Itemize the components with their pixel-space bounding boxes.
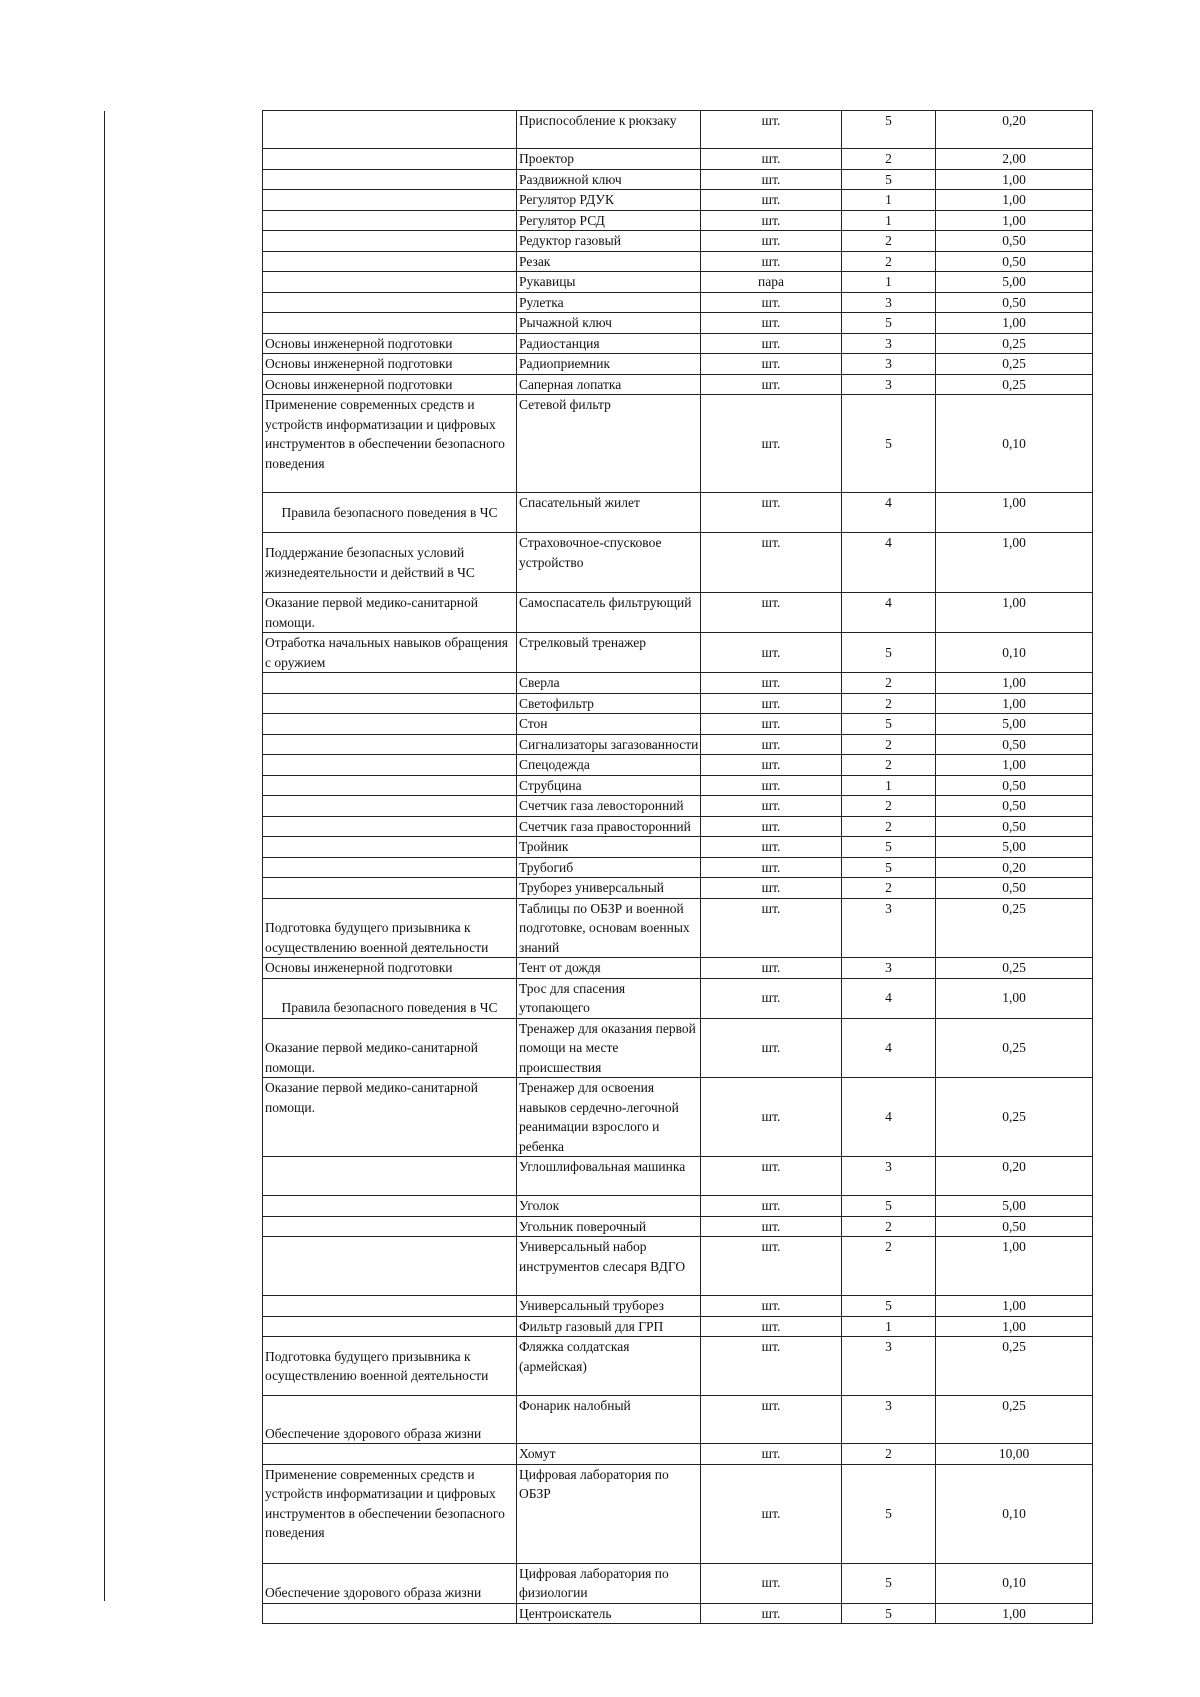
- section-cell: Подготовка будущего призывника к осуществлению военной деятельности: [263, 898, 517, 958]
- unit-cell: шт.: [701, 1216, 842, 1237]
- norm-cell: 0,25: [936, 374, 1093, 395]
- qty-cell: 3: [842, 1157, 936, 1196]
- qty-cell: 3: [842, 354, 936, 375]
- norm-cell: 0,10: [936, 633, 1093, 673]
- qty-cell: 4: [842, 978, 936, 1018]
- qty-cell: 4: [842, 533, 936, 593]
- unit-cell: шт.: [701, 1603, 842, 1624]
- norm-cell: 0,50: [936, 878, 1093, 899]
- item-cell: Спецодежда: [517, 755, 701, 776]
- norm-cell: 1,00: [936, 755, 1093, 776]
- table-row: [263, 755, 1093, 776]
- section-cell: [263, 878, 517, 899]
- qty-cell: 2: [842, 878, 936, 899]
- section-cell: Основы инженерной подготовки: [263, 374, 517, 395]
- norm-cell: 0,50: [936, 292, 1093, 313]
- unit-cell: шт.: [701, 533, 842, 593]
- item-cell: Регулятор РДУК: [517, 190, 701, 211]
- unit-cell: шт.: [701, 775, 842, 796]
- table-row: [263, 816, 1093, 837]
- item-cell: Саперная лопатка: [517, 374, 701, 395]
- section-cell: Оказание первой медико-санитарной помощи.: [263, 1078, 517, 1157]
- section-cell: [263, 149, 517, 170]
- table-row: [263, 1603, 1093, 1624]
- table-row: [263, 251, 1093, 272]
- unit-cell: шт.: [701, 958, 842, 979]
- norm-cell: 0,50: [936, 775, 1093, 796]
- unit-cell: шт.: [701, 333, 842, 354]
- norm-cell: 1,00: [936, 210, 1093, 231]
- item-cell: Угольник поверочный: [517, 1216, 701, 1237]
- item-cell: Фляжка солдатская (армейская): [517, 1337, 701, 1396]
- norm-cell: 0,50: [936, 734, 1093, 755]
- section-cell: Обеспечение здорового образа жизни: [263, 1396, 517, 1444]
- unit-cell: пара: [701, 272, 842, 293]
- section-cell: Правила безопасного поведения в ЧС: [263, 978, 517, 1018]
- section-cell: [263, 673, 517, 694]
- norm-cell: 1,00: [936, 190, 1093, 211]
- qty-cell: 2: [842, 673, 936, 694]
- section-cell: Основы инженерной подготовки: [263, 354, 517, 375]
- unit-cell: шт.: [701, 111, 842, 149]
- norm-cell: 1,00: [936, 1603, 1093, 1624]
- item-cell: Раздвижной ключ: [517, 169, 701, 190]
- norm-cell: 5,00: [936, 1196, 1093, 1217]
- norm-cell: 0,25: [936, 333, 1093, 354]
- unit-cell: шт.: [701, 493, 842, 533]
- section-cell: [263, 169, 517, 190]
- section-cell: [263, 313, 517, 334]
- item-cell: Приспособление к рюкзаку: [517, 111, 701, 149]
- section-cell: [263, 292, 517, 313]
- section-cell: Отработка начальных навыков обращения с оружием: [263, 633, 517, 673]
- unit-cell: шт.: [701, 1296, 842, 1317]
- norm-cell: 5,00: [936, 272, 1093, 293]
- qty-cell: 4: [842, 593, 936, 633]
- table-row: [263, 1216, 1093, 1237]
- table-row: [263, 1078, 1093, 1157]
- qty-cell: 5: [842, 1196, 936, 1217]
- item-cell: Редуктор газовый: [517, 231, 701, 252]
- item-cell: Углошлифовальная машинка: [517, 1157, 701, 1196]
- section-cell: [263, 231, 517, 252]
- norm-cell: 0,50: [936, 251, 1093, 272]
- unit-cell: шт.: [701, 231, 842, 252]
- unit-cell: шт.: [701, 857, 842, 878]
- table-row: [263, 354, 1093, 375]
- item-cell: Сигнализаторы загазованности: [517, 734, 701, 755]
- table-row: [263, 796, 1093, 817]
- table-row: [263, 1237, 1093, 1296]
- qty-cell: 1: [842, 775, 936, 796]
- section-cell: [263, 1296, 517, 1317]
- qty-cell: 1: [842, 190, 936, 211]
- item-cell: Рычажной ключ: [517, 313, 701, 334]
- qty-cell: 3: [842, 292, 936, 313]
- table-row: [263, 395, 1093, 493]
- unit-cell: шт.: [701, 693, 842, 714]
- item-cell: Сетевой фильтр: [517, 395, 701, 493]
- section-cell: [263, 272, 517, 293]
- item-cell: Радиостанция: [517, 333, 701, 354]
- norm-cell: 1,00: [936, 593, 1093, 633]
- equipment-table-body: [263, 111, 1093, 1624]
- section-cell: [263, 755, 517, 776]
- qty-cell: 3: [842, 1337, 936, 1396]
- table-row: [263, 190, 1093, 211]
- qty-cell: 3: [842, 333, 936, 354]
- item-cell: Рулетка: [517, 292, 701, 313]
- section-cell: Оказание первой медико-санитарной помощи.: [263, 593, 517, 633]
- section-cell: [263, 734, 517, 755]
- section-cell: [263, 1603, 517, 1624]
- section-cell: [263, 1316, 517, 1337]
- item-cell: Универсальный набор инструментов слесаря ВДГО: [517, 1237, 701, 1296]
- qty-cell: 5: [842, 169, 936, 190]
- norm-cell: 0,50: [936, 816, 1093, 837]
- table-row: [263, 1337, 1093, 1396]
- section-cell: [263, 210, 517, 231]
- qty-cell: 1: [842, 272, 936, 293]
- item-cell: Центроискатель: [517, 1603, 701, 1624]
- equipment-table: [262, 110, 1093, 1624]
- item-cell: Тренажер для освоения навыков сердечно-легочной реанимации взрослого и ребенка: [517, 1078, 701, 1157]
- qty-cell: 4: [842, 1078, 936, 1157]
- table-row: [263, 1157, 1093, 1196]
- section-cell: [263, 837, 517, 858]
- norm-cell: 0,25: [936, 354, 1093, 375]
- norm-cell: 0,20: [936, 111, 1093, 149]
- section-cell: [263, 1216, 517, 1237]
- norm-cell: 1,00: [936, 1237, 1093, 1296]
- section-cell: [263, 1237, 517, 1296]
- qty-cell: 2: [842, 149, 936, 170]
- norm-cell: 5,00: [936, 714, 1093, 735]
- section-cell: [263, 816, 517, 837]
- qty-cell: 5: [842, 714, 936, 735]
- qty-cell: 5: [842, 1296, 936, 1317]
- qty-cell: 3: [842, 898, 936, 958]
- section-cell: Поддержание безопасных условий жизнедеятельности и действий в ЧС: [263, 533, 517, 593]
- qty-cell: 3: [842, 374, 936, 395]
- qty-cell: 3: [842, 1396, 936, 1444]
- unit-cell: шт.: [701, 633, 842, 673]
- norm-cell: 1,00: [936, 978, 1093, 1018]
- table-row: [263, 857, 1093, 878]
- qty-cell: 5: [842, 395, 936, 493]
- unit-cell: шт.: [701, 978, 842, 1018]
- item-cell: Цифровая лаборатория по физиологии: [517, 1563, 701, 1603]
- unit-cell: шт.: [701, 292, 842, 313]
- table-row: [263, 374, 1093, 395]
- norm-cell: 0,25: [936, 1396, 1093, 1444]
- item-cell: Тренажер для оказания первой помощи на месте происшествия: [517, 1018, 701, 1078]
- qty-cell: 2: [842, 1444, 936, 1465]
- qty-cell: 4: [842, 1018, 936, 1078]
- table-row: [263, 169, 1093, 190]
- norm-cell: 0,50: [936, 231, 1093, 252]
- unit-cell: шт.: [701, 898, 842, 958]
- qty-cell: 5: [842, 1603, 936, 1624]
- unit-cell: шт.: [701, 1196, 842, 1217]
- norm-cell: 0,10: [936, 395, 1093, 493]
- norm-cell: 0,25: [936, 958, 1093, 979]
- norm-cell: 1,00: [936, 493, 1093, 533]
- unit-cell: шт.: [701, 1444, 842, 1465]
- item-cell: Регулятор РСД: [517, 210, 701, 231]
- norm-cell: 0,10: [936, 1464, 1093, 1563]
- unit-cell: шт.: [701, 816, 842, 837]
- section-cell: [263, 1157, 517, 1196]
- item-cell: Уголок: [517, 1196, 701, 1217]
- unit-cell: шт.: [701, 755, 842, 776]
- unit-cell: шт.: [701, 878, 842, 899]
- item-cell: Фонарик налобный: [517, 1396, 701, 1444]
- norm-cell: 0,25: [936, 1337, 1093, 1396]
- item-cell: Цифровая лаборатория по ОБЗР: [517, 1464, 701, 1563]
- unit-cell: шт.: [701, 673, 842, 694]
- norm-cell: 1,00: [936, 693, 1093, 714]
- qty-cell: 4: [842, 493, 936, 533]
- item-cell: Рукавицы: [517, 272, 701, 293]
- unit-cell: шт.: [701, 1237, 842, 1296]
- unit-cell: шт.: [701, 374, 842, 395]
- unit-cell: шт.: [701, 251, 842, 272]
- item-cell: Труборез универсальный: [517, 878, 701, 899]
- table-row: [263, 714, 1093, 735]
- item-cell: Проектор: [517, 149, 701, 170]
- table-row: [263, 210, 1093, 231]
- norm-cell: 0,25: [936, 1078, 1093, 1157]
- unit-cell: шт.: [701, 210, 842, 231]
- section-cell: [263, 693, 517, 714]
- table-row: [263, 493, 1093, 533]
- section-cell: Подготовка будущего призывника к осуществлению военной деятельности: [263, 1337, 517, 1396]
- table-row: [263, 1018, 1093, 1078]
- norm-cell: 0,50: [936, 796, 1093, 817]
- table-row: [263, 111, 1093, 149]
- table-row: [263, 978, 1093, 1018]
- norm-cell: 1,00: [936, 673, 1093, 694]
- table-row: [263, 1444, 1093, 1465]
- section-cell: [263, 714, 517, 735]
- qty-cell: 5: [842, 1464, 936, 1563]
- unit-cell: шт.: [701, 837, 842, 858]
- item-cell: Счетчик газа правосторонний: [517, 816, 701, 837]
- section-cell: [263, 775, 517, 796]
- table-row: [263, 693, 1093, 714]
- qty-cell: 5: [842, 313, 936, 334]
- item-cell: Тент от дождя: [517, 958, 701, 979]
- unit-cell: шт.: [701, 1018, 842, 1078]
- qty-cell: 2: [842, 693, 936, 714]
- section-cell: Оказание первой медико-санитарной помощи.: [263, 1018, 517, 1078]
- qty-cell: 5: [842, 857, 936, 878]
- item-cell: Резак: [517, 251, 701, 272]
- table-row: [263, 1316, 1093, 1337]
- table-row: [263, 837, 1093, 858]
- norm-cell: 10,00: [936, 1444, 1093, 1465]
- item-cell: Таблицы по ОБЗР и военной подготовке, основам военных знаний: [517, 898, 701, 958]
- item-cell: Хомут: [517, 1444, 701, 1465]
- section-cell: Обеспечение здорового образа жизни: [263, 1563, 517, 1603]
- unit-cell: шт.: [701, 593, 842, 633]
- table-row: [263, 633, 1093, 673]
- item-cell: Трос для спасения утопающего: [517, 978, 701, 1018]
- norm-cell: 0,20: [936, 1157, 1093, 1196]
- table-row: [263, 593, 1093, 633]
- norm-cell: 1,00: [936, 1296, 1093, 1317]
- unit-cell: шт.: [701, 354, 842, 375]
- norm-cell: 0,50: [936, 1216, 1093, 1237]
- table-row: [263, 333, 1093, 354]
- norm-cell: 5,00: [936, 837, 1093, 858]
- table-row: [263, 734, 1093, 755]
- item-cell: Счетчик газа левосторонний: [517, 796, 701, 817]
- section-cell: [263, 190, 517, 211]
- unit-cell: шт.: [701, 1078, 842, 1157]
- table-row: [263, 1296, 1093, 1317]
- item-cell: Тройник: [517, 837, 701, 858]
- qty-cell: 5: [842, 1563, 936, 1603]
- qty-cell: 2: [842, 816, 936, 837]
- qty-cell: 2: [842, 1216, 936, 1237]
- qty-cell: 3: [842, 958, 936, 979]
- norm-cell: 1,00: [936, 313, 1093, 334]
- unit-cell: шт.: [701, 714, 842, 735]
- table-row: [263, 292, 1093, 313]
- qty-cell: 1: [842, 1316, 936, 1337]
- section-cell: [263, 796, 517, 817]
- qty-cell: 1: [842, 210, 936, 231]
- item-cell: Радиоприемник: [517, 354, 701, 375]
- item-cell: Самоспасатель фильтрующий: [517, 593, 701, 633]
- unit-cell: шт.: [701, 1157, 842, 1196]
- unit-cell: шт.: [701, 313, 842, 334]
- section-cell: Основы инженерной подготовки: [263, 333, 517, 354]
- section-cell: Применение современных средств и устройств информатизации и цифровых инструментов в обеспечении безопасного поведения: [263, 395, 517, 493]
- section-cell: Применение современных средств и устройств информатизации и цифровых инструментов в обеспечении безопасного поведения: [263, 1464, 517, 1563]
- table-row: [263, 775, 1093, 796]
- table-row: [263, 272, 1093, 293]
- item-cell: Светофильтр: [517, 693, 701, 714]
- item-cell: Спасательный жилет: [517, 493, 701, 533]
- unit-cell: шт.: [701, 190, 842, 211]
- item-cell: Стрелковый тренажер: [517, 633, 701, 673]
- table-row: [263, 1563, 1093, 1603]
- item-cell: Страховочное-спусковое устройство: [517, 533, 701, 593]
- unit-cell: шт.: [701, 734, 842, 755]
- section-cell: Правила безопасного поведения в ЧС: [263, 493, 517, 533]
- norm-cell: 0,25: [936, 1018, 1093, 1078]
- norm-cell: 2,00: [936, 149, 1093, 170]
- table-row: [263, 673, 1093, 694]
- qty-cell: 2: [842, 755, 936, 776]
- section-cell: [263, 857, 517, 878]
- table-row: [263, 958, 1093, 979]
- section-cell: Основы инженерной подготовки: [263, 958, 517, 979]
- qty-cell: 5: [842, 111, 936, 149]
- qty-cell: 2: [842, 1237, 936, 1296]
- margin-line: [104, 111, 105, 1601]
- norm-cell: 1,00: [936, 1316, 1093, 1337]
- unit-cell: шт.: [701, 1316, 842, 1337]
- unit-cell: шт.: [701, 796, 842, 817]
- qty-cell: 5: [842, 837, 936, 858]
- table-row: [263, 898, 1093, 958]
- table-row: [263, 231, 1093, 252]
- section-cell: [263, 1444, 517, 1465]
- item-cell: Универсальный труборез: [517, 1296, 701, 1317]
- unit-cell: шт.: [701, 395, 842, 493]
- unit-cell: шт.: [701, 1464, 842, 1563]
- table-row: [263, 1396, 1093, 1444]
- norm-cell: 0,20: [936, 857, 1093, 878]
- norm-cell: 0,10: [936, 1563, 1093, 1603]
- table-row: [263, 313, 1093, 334]
- unit-cell: шт.: [701, 1337, 842, 1396]
- unit-cell: шт.: [701, 149, 842, 170]
- qty-cell: 5: [842, 633, 936, 673]
- section-cell: [263, 1196, 517, 1217]
- table-row: [263, 533, 1093, 593]
- qty-cell: 2: [842, 251, 936, 272]
- item-cell: Трубогиб: [517, 857, 701, 878]
- unit-cell: шт.: [701, 169, 842, 190]
- qty-cell: 2: [842, 231, 936, 252]
- table-row: [263, 149, 1093, 170]
- unit-cell: шт.: [701, 1396, 842, 1444]
- section-cell: [263, 251, 517, 272]
- norm-cell: 1,00: [936, 533, 1093, 593]
- section-cell: [263, 111, 517, 149]
- qty-cell: 2: [842, 796, 936, 817]
- table-row: [263, 1464, 1093, 1563]
- norm-cell: 1,00: [936, 169, 1093, 190]
- norm-cell: 0,25: [936, 898, 1093, 958]
- table-row: [263, 1196, 1093, 1217]
- qty-cell: 2: [842, 734, 936, 755]
- item-cell: Сверла: [517, 673, 701, 694]
- item-cell: Стон: [517, 714, 701, 735]
- item-cell: Фильтр газовый для ГРП: [517, 1316, 701, 1337]
- unit-cell: шт.: [701, 1563, 842, 1603]
- item-cell: Струбцина: [517, 775, 701, 796]
- table-row: [263, 878, 1093, 899]
